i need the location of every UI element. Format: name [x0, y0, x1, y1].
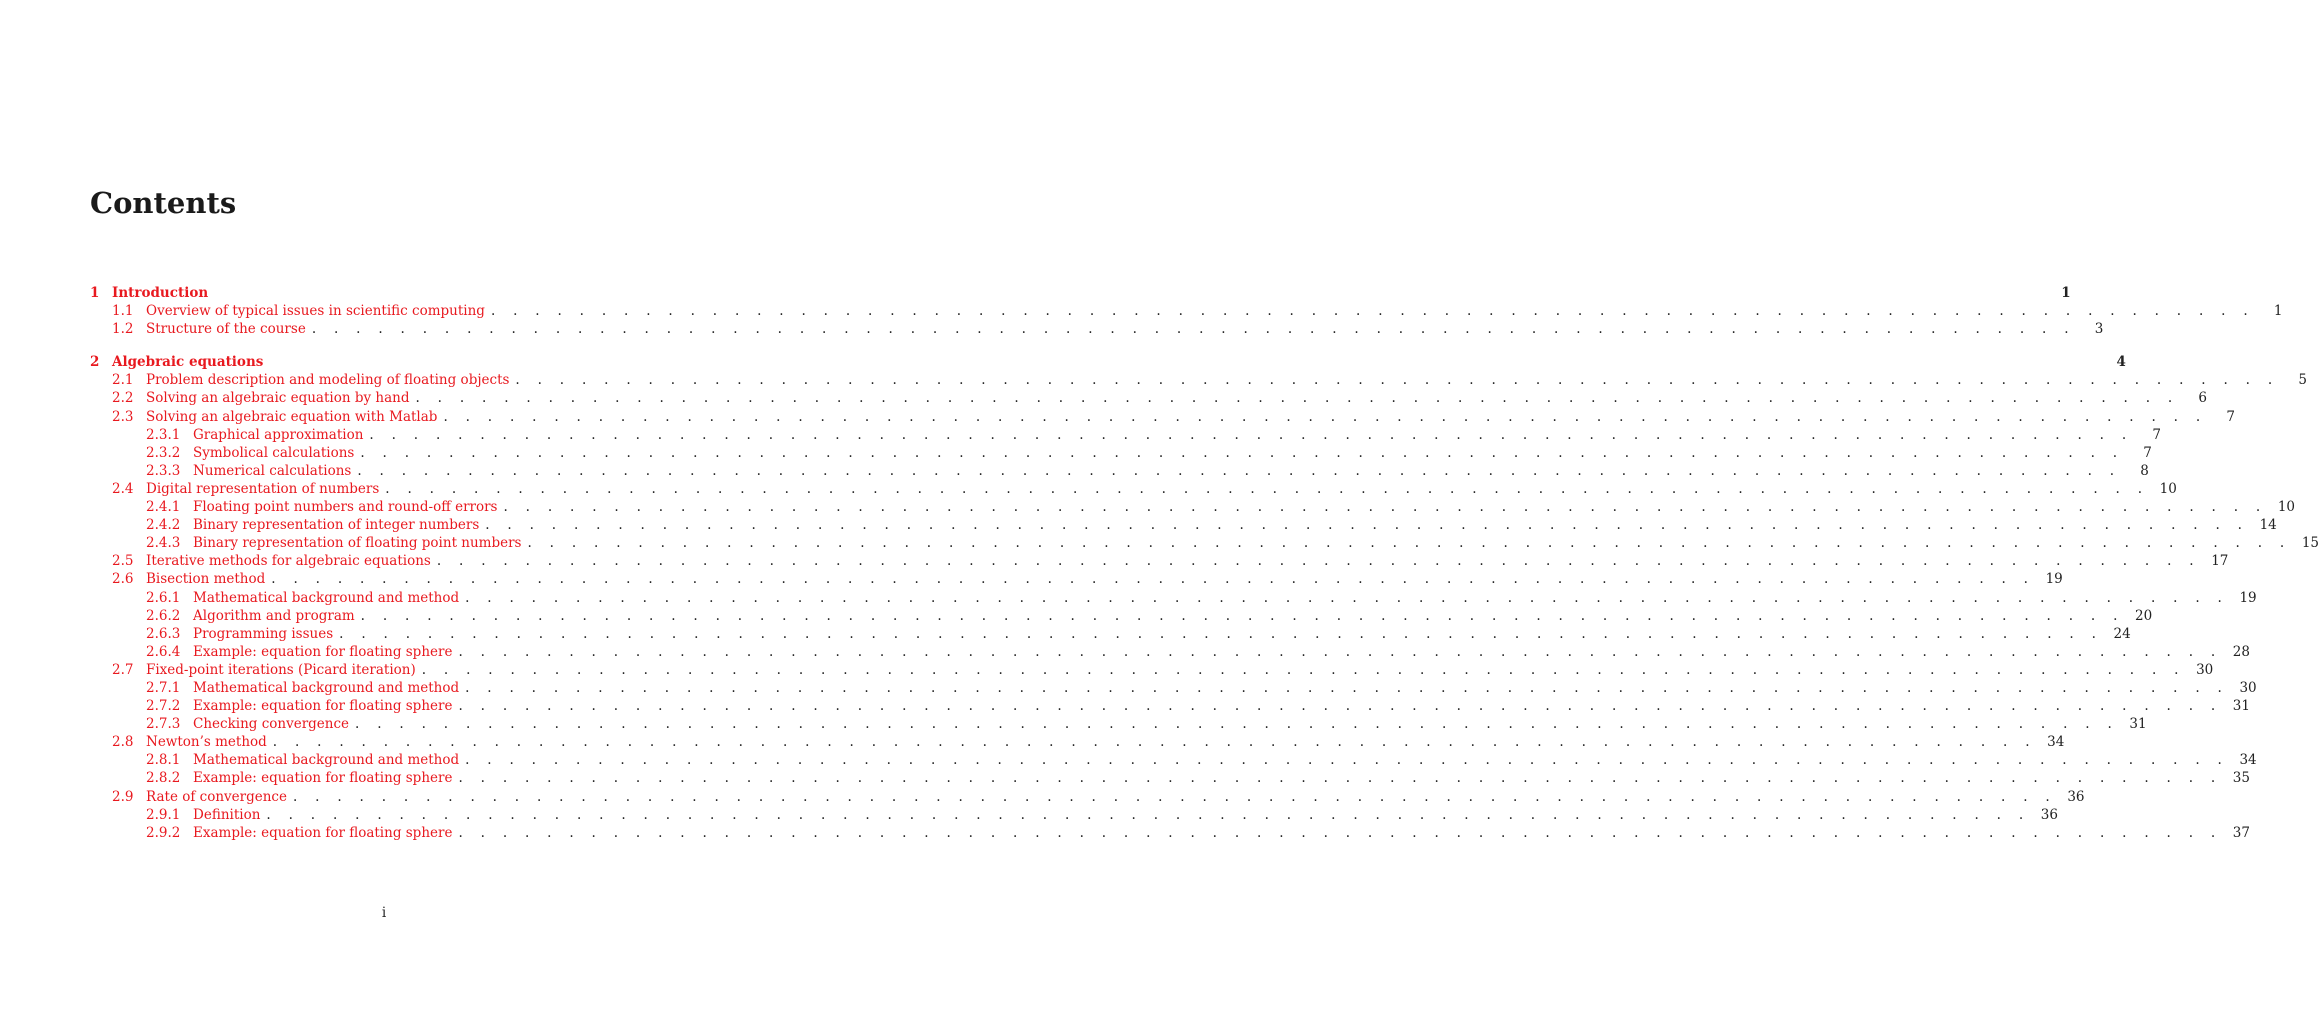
toc-subsection-link[interactable] [90, 715, 2147, 733]
toc-entry-number: 2.7.1 [146, 679, 181, 696]
toc-entry-page: 4 [2116, 354, 2126, 371]
toc-entry-title: Floating point numbers and round-off errors [193, 499, 498, 516]
toc-entry-title: Solving an algebraic equation with Matlab [146, 408, 438, 425]
toc-subsection-link[interactable] [90, 444, 2152, 462]
toc-entry-page: 17 [2211, 553, 2229, 570]
toc-entry-number: 2.6.1 [146, 589, 181, 606]
page-number: i [381, 905, 387, 921]
toc-entry-title: Mathematical background and method [193, 752, 460, 769]
toc-entry-title: Example: equation for floating sphere [193, 770, 453, 787]
toc-entry-title: Example: equation for floating sphere [193, 643, 453, 660]
toc-subsection-link[interactable] [90, 806, 2058, 824]
dot-leader: . . . . . . . . . . . . . . . . . . . . . . . . . . . . . . . . . . . . . . . . . . . . . . . . . . . . . . . . . . . . . . . . . . . . . . . . . . . . . . . . [490, 303, 2255, 320]
dot-leader: . . . . . . . . . . . . . . . . . . . . . . . . . . . . . . . . . . . . . . . . . . . . . . . . . . . . . . . . . . . . . . . . . . . . . . . . . . . . . . . . [355, 716, 2119, 733]
toc-entry-number: 2.8.2 [146, 770, 181, 787]
toc-subsection-link[interactable] [90, 426, 2161, 444]
toc-entry-title: Introduction [112, 285, 209, 301]
toc-entry-title: Example: equation for floating sphere [193, 824, 453, 841]
dot-leader: . . . . . . . . . . . . . . . . . . . . . . . . . . . . . . . . . . . . . . . . . . . . . . . . . . . . . . . . . . . . . . . . . . . . . . . . . . . . . . . . [465, 589, 2229, 606]
toc-entry-title: Mathematical background and method [193, 589, 460, 606]
toc-entry-number: 2.8 [112, 734, 134, 751]
dot-leader: . . . . . . . . . . . . . . . . . . . . . . . . . . . . . . . . . . . . . . . . . . . . . . . . . . . . . . . . . . . . . . . . . . . . . . . . . . . . . . . . [339, 625, 2103, 642]
dot-leader: . . . . . . . . . . . . . . . . . . . . . . . . . . . . . . . . . . . . . . . . . . . . . . . . . . . . . . . . . . . . . . . . . . . . . . . . . . . . . . . . [465, 679, 2229, 696]
toc-entry-number: 2.3.3 [146, 462, 181, 479]
toc-entry-number: 2.4 [112, 480, 134, 497]
dot-leader: . . . . . . . . . . . . . . . . . . . . . . . . . . . . . . . . . . . . . . . . . . . . . . . . . . . . . . . . . . . . . . . . . . . . . . . . . . . . . . . . [485, 517, 2249, 534]
toc-entry-number: 2.3.1 [146, 426, 181, 443]
toc-entry-title: Checking convergence [193, 716, 350, 733]
toc-entry-number: 2.3.2 [146, 444, 181, 461]
toc-entry-page: 30 [2239, 679, 2257, 696]
dot-leader: . . . . . . . . . . . . . . . . . . . . . . . . . . . . . . . . . . . . . . . . . . . . . . . . . . . . . . . . . . . . . . . . . . . . . . . . . . . . . . . . [458, 698, 2222, 715]
dot-leader: . . . . . . . . . . . . . . . . . . . . . . . . . . . . . . . . . . . . . . . . . . . . . . . . . . . . . . . . . . . . . . . . . . . . . . . . . . . . . . . . [443, 408, 2207, 425]
toc-entry-title: Graphical approximation [193, 426, 364, 443]
toc-entry-page: 28 [2232, 643, 2250, 660]
toc-entry-title: Structure of the course [146, 321, 306, 338]
toc-subsection-link[interactable] [90, 516, 2277, 534]
toc-section-link[interactable] [90, 371, 2307, 389]
dot-leader: . . . . . . . . . . . . . . . . . . . . . . . . . . . . . . . . . . . . . . . . . . . . . . . . . . . . . . . . . . . . . . . . . . . . . . . . . . . . . . . . [357, 462, 2121, 479]
toc-entry-page: 34 [2047, 734, 2065, 751]
toc-entry-page: 8 [2140, 462, 2149, 479]
toc-section-link[interactable] [90, 408, 2235, 426]
dot-leader: . . . . . . . . . . . . . . . . . . . . . . . . . . . . . . . . . . . . . . . . . . . . . . . . . . . . . . . . . . . . . . . . . . . . . . . . . . . . . . . . [311, 321, 2076, 338]
toc-chapter-link[interactable] [90, 353, 2126, 371]
toc-entry-title: Symbolical calculations [193, 444, 355, 461]
toc-entry-number: 2.9.2 [146, 824, 181, 841]
toc-entry-title: Mathematical background and method [193, 679, 460, 696]
dot-leader: . . . . . . . . . . . . . . . . . . . . . . . . . . . . . . . . . . . . . . . . . . . . . . . . . . . . . . . . . . . . . . . . . . . . . . . . . . . . . . . . [465, 752, 2229, 769]
toc-subsection-link[interactable] [90, 643, 2250, 661]
toc-entry-page: 3 [2094, 321, 2104, 338]
toc-entry-number: 2.9 [112, 788, 134, 805]
toc-entry-page: 1 [2273, 303, 2283, 320]
toc-entry-title: Algorithm and program [193, 607, 355, 624]
toc-entry-number: 2.4.2 [146, 517, 181, 534]
toc-entry-page: 36 [2067, 788, 2085, 805]
dot-leader: . . . . . . . . . . . . . . . . . . . . . . . . . . . . . . . . . . . . . . . . . . . . . . . . . . . . . . . . . . . . . . . . . . . . . . . . . . . . . . . . [292, 788, 2057, 805]
toc-entry-page: 35 [2232, 770, 2250, 787]
toc-entry-number: 1.2 [112, 321, 134, 338]
toc-entry-title: Digital representation of numbers [146, 480, 380, 497]
toc-section-link[interactable] [90, 389, 2207, 407]
toc-entry-page: 5 [2298, 372, 2307, 389]
toc-entry-number: 2.7.3 [146, 716, 181, 733]
dot-leader: . . . . . . . . . . . . . . . . . . . . . . . . . . . . . . . . . . . . . . . . . . . . . . . . . . . . . . . . . . . . . . . . . . . . . . . . . . . . . . . . [266, 806, 2030, 823]
toc-section-link[interactable] [90, 661, 2214, 679]
dot-leader: . . . . . . . . . . . . . . . . . . . . . . . . . . . . . . . . . . . . . . . . . . . . . . . . . . . . . . . . . . . . . . . . . . . . . . . . . . . . . . . . [360, 444, 2124, 461]
dot-leader: . . . . . . . . . . . . . . . . . . . . . . . . . . . . . . . . . . . . . . . . . . . . . . . . . . . . . . . . . . . . . . . . . . . . . . . . . . . . . . . . [503, 499, 2268, 516]
toc-entry-page: 19 [2239, 589, 2257, 606]
dot-leader: . . . . . . . . . . . . . . . . . . . . . . . . . . . . . . . . . . . . . . . . . . . . . . . . . . . . . . . . . . . . . . . . . . . . . . . . . . . . . . . . [458, 770, 2222, 787]
toc-entry-number: 2.4.3 [146, 535, 181, 552]
toc-entry-number: 2.3 [112, 408, 134, 425]
toc-subsection-link[interactable] [90, 751, 2257, 769]
dot-leader: . . . . . . . . . . . . . . . . . . . . . . . . . . . . . . . . . . . . . . . . . . . . . . . . . . . . . . . . . . . . . . . . . . . . . . . . . . . . . . . . [369, 426, 2133, 443]
toc-section-link[interactable] [90, 570, 2063, 588]
toc-section-link[interactable] [90, 733, 2065, 751]
toc-entry-title: Example: equation for floating sphere [193, 698, 453, 715]
dot-leader: . . . . . . . . . . . . . . . . . . . . . . . . . . . . . . . . . . . . . . . . . . . . . . . . . . . . . . . . . . . . . . . . . . . . . . . . . . . . . . . . [272, 734, 2037, 751]
toc-entry-page: 10 [2159, 480, 2177, 497]
dot-leader: . . . . . . . . . . . . . . . . . . . . . . . . . . . . . . . . . . . . . . . . . . . . . . . . . . . . . . . . . . . . . . . . . . . . . . . . . . . . . . . . [421, 661, 2186, 678]
toc-entry-number: 2.6 [112, 571, 134, 588]
toc-entry-page: 10 [2277, 499, 2296, 516]
toc-entry-title: Fixed-point iterations (Picard iteration) [146, 661, 416, 678]
dot-leader: . . . . . . . . . . . . . . . . . . . . . . . . . . . . . . . . . . . . . . . . . . . . . . . . . . . . . . . . . . . . . . . . . . . . . . . . . . . . . . . . [458, 824, 2222, 841]
toc-entry-title: Problem description and modeling of floating objects [146, 372, 510, 389]
toc-subsection-link[interactable] [90, 498, 2296, 516]
toc-entry-page: 31 [2129, 716, 2147, 733]
toc-entry-number: 2.7.2 [146, 698, 181, 715]
toc-subsection-link[interactable] [90, 462, 2149, 480]
toc-subsection-link[interactable] [90, 769, 2250, 787]
toc-entry-page: 30 [2196, 661, 2214, 678]
toc-entry-title: Binary representation of floating point numbers [193, 535, 522, 552]
toc-entry-page: 15 [2301, 535, 2319, 552]
dot-leader: . . . . . . . . . . . . . . . . . . . . . . . . . . . . . . . . . . . . . . . . . . . . . . . . . . . . . . . . . . . . . . . . . . . . . . . . . . . . . . . . [515, 372, 2279, 389]
dot-leader: . . . . . . . . . . . . . . . . . . . . . . . . . . . . . . . . . . . . . . . . . . . . . . . . . . . . . . . . . . . . . . . . . . . . . . . . . . . . . . . . [527, 535, 2292, 552]
toc-entry-title: Iterative methods for algebraic equations [146, 553, 431, 570]
toc-entry-page: 31 [2232, 698, 2250, 715]
toc-entry-page: 1 [2061, 285, 2071, 301]
toc-section-link[interactable] [90, 788, 2085, 806]
toc-section-link[interactable] [90, 302, 2283, 320]
toc-section-link[interactable] [90, 480, 2177, 498]
toc-entry-page: 20 [2135, 607, 2153, 624]
toc-section-link[interactable] [90, 320, 2104, 338]
toc-entry-number: 2 [90, 354, 100, 371]
toc-entry-title: Bisection method [146, 571, 266, 588]
toc-entry-number: 1 [90, 285, 100, 301]
toc-entry-title: Solving an algebraic equation by hand [146, 390, 410, 407]
toc-entry-title: Programming issues [193, 625, 334, 642]
toc-subsection-link[interactable] [90, 625, 2131, 643]
toc-entry-page: 14 [2259, 517, 2277, 534]
toc-entry-number: 1.1 [112, 303, 134, 320]
toc-entry-title: Numerical calculations [193, 462, 352, 479]
toc-section-link[interactable] [90, 552, 2229, 570]
toc-entry-number: 2.8.1 [146, 752, 181, 769]
toc-entry-title: Newton’s method [146, 734, 267, 751]
dot-leader: . . . . . . . . . . . . . . . . . . . . . . . . . . . . . . . . . . . . . . . . . . . . . . . . . . . . . . . . . . . . . . . . . . . . . . . . . . . . . . . . [415, 390, 2179, 407]
toc-subsection-link[interactable] [90, 534, 2319, 552]
dot-leader: . . . . . . . . . . . . . . . . . . . . . . . . . . . . . . . . . . . . . . . . . . . . . . . . . . . . . . . . . . . . . . . . . . . . . . . . . . . . . . . . [360, 607, 2125, 624]
toc-entry-title: Binary representation of integer numbers [193, 517, 480, 534]
toc-subsection-link[interactable] [90, 824, 2250, 842]
toc-chapter-link[interactable] [90, 284, 2071, 302]
dot-leader: . . . . . . . . . . . . . . . . . . . . . . . . . . . . . . . . . . . . . . . . . . . . . . . . . . . . . . . . . . . . . . . . . . . . . . . . . . . . . . . . [385, 480, 2149, 497]
toc-entry-page: 37 [2232, 824, 2250, 841]
toc-entry-number: 2.5 [112, 553, 134, 570]
toc-entry-page: 24 [2113, 625, 2131, 642]
toc-subsection-link[interactable] [90, 697, 2250, 715]
toc-entry-title: Overview of typical issues in scientific computing [146, 303, 485, 320]
toc-subsection-link[interactable] [90, 589, 2257, 607]
dot-leader: . . . . . . . . . . . . . . . . . . . . . . . . . . . . . . . . . . . . . . . . . . . . . . . . . . . . . . . . . . . . . . . . . . . . . . . . . . . . . . . . [271, 571, 2035, 588]
toc-entry-page: 34 [2239, 752, 2257, 769]
toc-entry-number: 2.6.3 [146, 625, 181, 642]
page-title: Contents [90, 186, 237, 220]
dot-leader: . . . . . . . . . . . . . . . . . . . . . . . . . . . . . . . . . . . . . . . . . . . . . . . . . . . . . . . . . . . . . . . . . . . . . . . . . . . . . . . . [436, 553, 2201, 570]
toc-entry-number: 2.1 [112, 372, 134, 389]
toc-entry-page: 19 [2045, 571, 2063, 588]
toc-entry-page: 7 [2226, 408, 2235, 425]
toc-entry-title: Rate of convergence [146, 788, 287, 805]
toc-subsection-link[interactable] [90, 679, 2257, 697]
toc-entry-page: 36 [2040, 806, 2058, 823]
toc-entry-number: 2.4.1 [146, 499, 181, 516]
toc-entry-page: 7 [2152, 426, 2161, 443]
toc-entry-page: 6 [2198, 390, 2207, 407]
toc-entry-number: 2.7 [112, 661, 134, 678]
toc-subsection-link[interactable] [90, 607, 2153, 625]
toc-entry-title: Definition [193, 806, 261, 823]
dot-leader: . . . . . . . . . . . . . . . . . . . . . . . . . . . . . . . . . . . . . . . . . . . . . . . . . . . . . . . . . . . . . . . . . . . . . . . . . . . . . . . . [458, 643, 2222, 660]
toc-entry-number: 2.6.2 [146, 607, 181, 624]
toc-entry-number: 2.9.1 [146, 806, 181, 823]
toc-entry-number: 2.6.4 [146, 643, 181, 660]
toc-entry-page: 7 [2143, 444, 2152, 461]
toc-entry-title: Algebraic equations [112, 354, 264, 371]
table-of-contents [90, 284, 2319, 842]
toc-entry-number: 2.2 [112, 390, 134, 407]
